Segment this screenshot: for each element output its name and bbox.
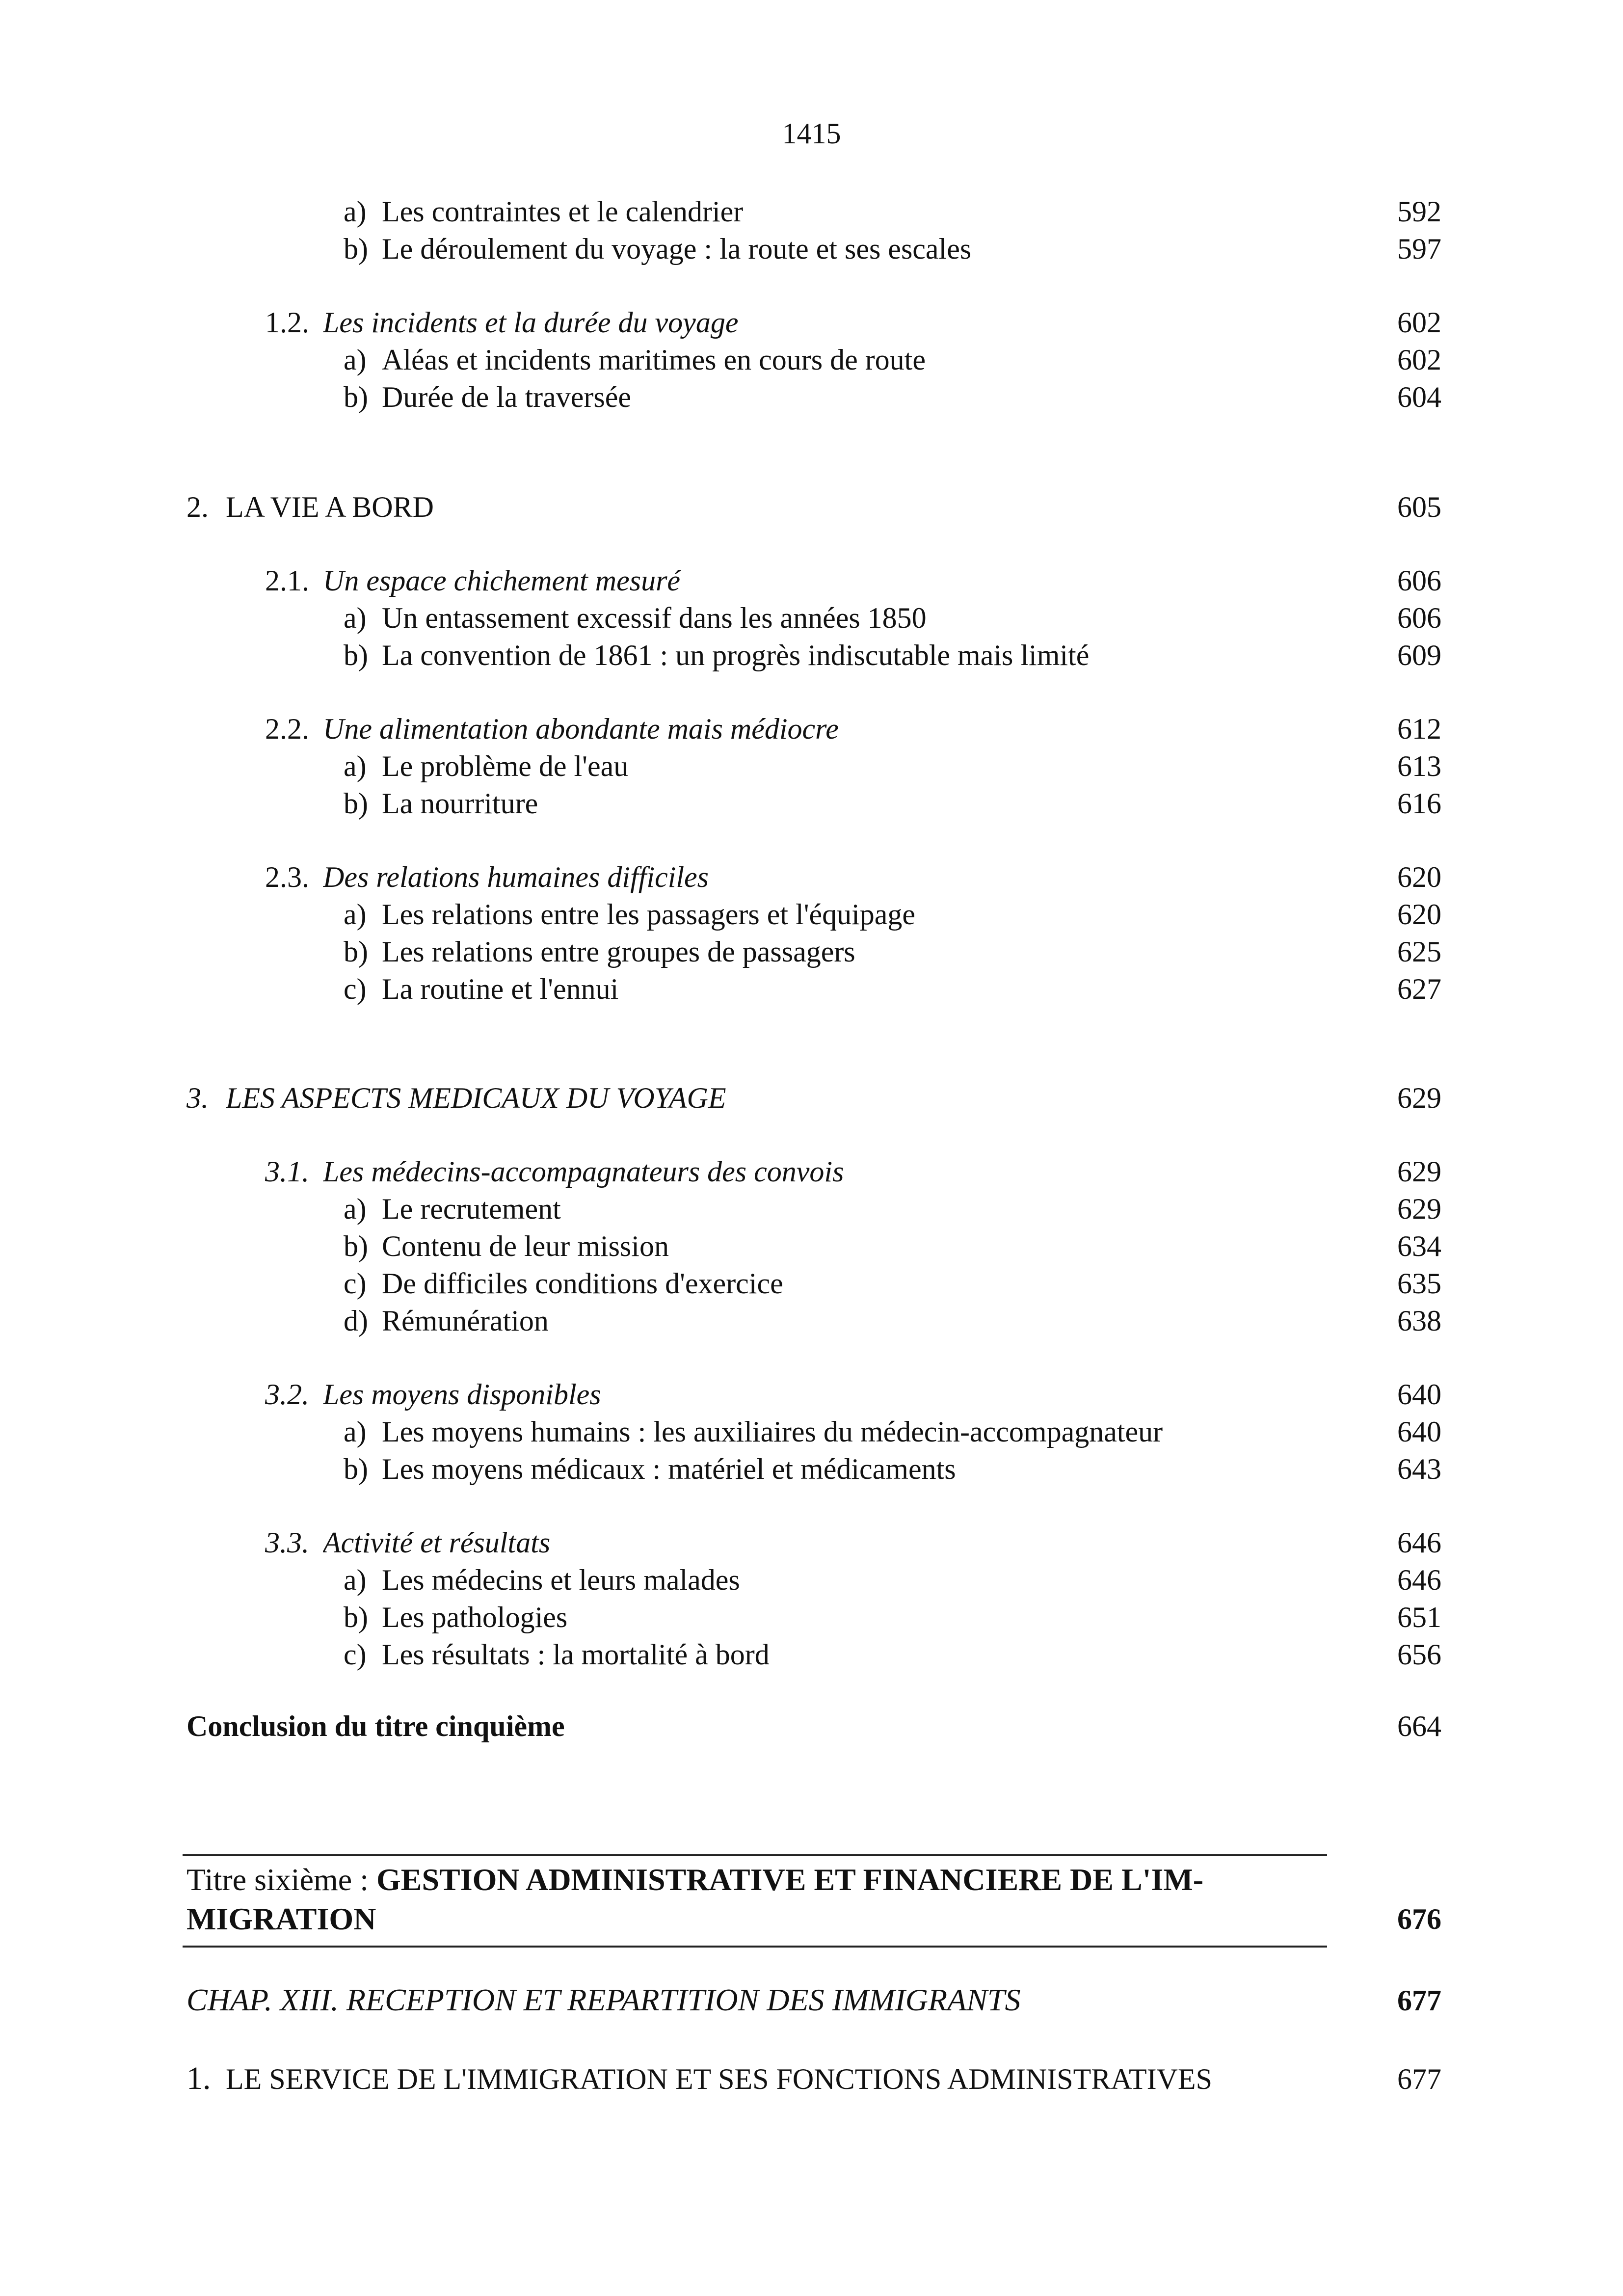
toc-entry-number: d) xyxy=(344,1305,368,1337)
toc-entry-number: a) xyxy=(344,898,367,931)
toc-entry-number: a) xyxy=(344,1564,367,1596)
toc-entry xyxy=(344,1598,1441,1636)
toc-entry xyxy=(344,1302,1441,1340)
toc-entry-number: c) xyxy=(344,1267,367,1300)
toc-entry-page: 602 xyxy=(1397,306,1441,339)
toc-chapter-text: CHAP. XIII. RECEPTION ET REPARTITION DES IMMIGRANTS xyxy=(186,1982,1021,2017)
toc-entry xyxy=(344,747,1441,785)
toc-chapter-page: 677 xyxy=(1397,1984,1441,2017)
toc-entry xyxy=(344,636,1441,674)
toc-entry-text: Les résultats : la mortalité à bord xyxy=(382,1638,770,1671)
toc-entry-text: La convention de 1861 : un progrès indiscutable mais limité xyxy=(382,639,1090,671)
toc-entry-page: 620 xyxy=(1397,861,1441,893)
toc-entry-number: b) xyxy=(344,233,368,265)
toc-entry-text: Des relations humaines difficiles xyxy=(323,861,709,893)
toc-entry-number: b) xyxy=(344,1453,368,1485)
toc-entry-number: 1.2. xyxy=(265,306,309,339)
toc-entry-number: 3.1. xyxy=(265,1155,309,1188)
toc-section-text: LE SERVICE DE L'IMMIGRATION ET SES FONCTIONS ADMINISTRATIVES xyxy=(226,2063,1212,2095)
toc-entry-text: Les moyens médicaux : matériel et médicaments xyxy=(382,1453,956,1485)
toc-entry-page: 629 xyxy=(1397,1082,1441,1114)
toc-entry-number: c) xyxy=(344,1638,367,1671)
toc-entry xyxy=(344,1635,1441,1674)
toc-entry-number: b) xyxy=(344,935,368,968)
toc-entry xyxy=(265,561,1441,600)
toc-entry-text: Aléas et incidents maritimes en cours de route xyxy=(382,344,926,376)
toc-entry-number: a) xyxy=(344,1193,367,1225)
toc-entry-number: a) xyxy=(344,602,367,634)
page-number: 1415 xyxy=(782,117,841,150)
toc-entry xyxy=(186,1079,1441,1117)
toc-entry xyxy=(344,1413,1441,1451)
toc-entry-text: Contenu de leur mission xyxy=(382,1230,669,1262)
toc-entry-page: 606 xyxy=(1397,602,1441,634)
titre-heading xyxy=(186,1860,1325,1939)
toc-entry-text: De difficiles conditions d'exercice xyxy=(382,1267,783,1300)
toc-entry-page: 651 xyxy=(1397,1601,1441,1633)
toc-entry-text: Les pathologies xyxy=(382,1601,568,1633)
toc-entry xyxy=(344,895,1441,934)
toc-entry xyxy=(344,230,1441,268)
toc-entry xyxy=(265,303,1441,342)
toc-entry-text: La routine et l'ennui xyxy=(382,973,619,1005)
toc-entry-text: Activité et résultats xyxy=(323,1526,551,1559)
toc-entry-page: 605 xyxy=(1397,491,1441,523)
toc-entry-text: Un espace chichement mesuré xyxy=(323,564,681,597)
titre-line2: MIGRATION xyxy=(186,1901,376,1936)
toc-section-num: 1. xyxy=(186,2060,211,2096)
toc-entry xyxy=(344,192,1441,231)
toc-conclusion-text: Conclusion du titre cinquième xyxy=(186,1710,565,1742)
toc-entry-number: a) xyxy=(344,1415,367,1448)
toc-entry xyxy=(344,933,1441,971)
toc-entry xyxy=(344,1264,1441,1303)
toc-entry-page: 613 xyxy=(1397,750,1441,782)
toc-entry-number: b) xyxy=(344,1601,368,1633)
toc-entry-page: 629 xyxy=(1397,1155,1441,1188)
toc-entry xyxy=(344,341,1441,379)
toc-entry-number: b) xyxy=(344,1230,368,1262)
toc-entry-text: La nourriture xyxy=(382,787,538,820)
toc-entry-number: 3.2. xyxy=(265,1378,309,1411)
toc-entry-text: Les médecins et leurs malades xyxy=(382,1564,740,1596)
toc-entry-page: 597 xyxy=(1397,233,1441,265)
toc-entry xyxy=(344,1227,1441,1265)
toc-entry-page: 646 xyxy=(1397,1526,1441,1559)
toc-entry xyxy=(344,599,1441,637)
toc-entry-text: Rémunération xyxy=(382,1305,549,1337)
toc-conclusion xyxy=(186,1707,1441,1745)
toc-entry-page: 634 xyxy=(1397,1230,1441,1262)
toc-entry-page: 646 xyxy=(1397,1564,1441,1596)
toc-entry-text: Un entassement excessif dans les années 1850 xyxy=(382,602,927,634)
toc-entry-page: 602 xyxy=(1397,344,1441,376)
toc-entry-text: LES ASPECTS MEDICAUX DU VOYAGE xyxy=(226,1082,726,1114)
toc-entry xyxy=(265,710,1441,748)
toc-entry xyxy=(344,784,1441,823)
toc-entry-number: a) xyxy=(344,344,367,376)
top-rule xyxy=(183,1854,1327,1856)
toc-entry-number: 2.3. xyxy=(265,861,309,893)
toc-entry-page: 620 xyxy=(1397,898,1441,931)
toc-entry-page: 629 xyxy=(1397,1193,1441,1225)
toc-section-page: 677 xyxy=(1397,2063,1441,2095)
toc-entry-page: 609 xyxy=(1397,639,1441,671)
toc-entry-page: 604 xyxy=(1397,381,1441,413)
toc-entry-number: 2.1. xyxy=(265,564,309,597)
toc-entry-text: Le déroulement du voyage : la route et ses escales xyxy=(382,233,972,265)
toc-entry-page: 592 xyxy=(1397,195,1441,228)
titre-line1: GESTION ADMINISTRATIVE ET FINANCIERE DE L'IM- xyxy=(376,1862,1204,1897)
toc-entry-page: 638 xyxy=(1397,1305,1441,1337)
toc-entry-page: 625 xyxy=(1397,935,1441,968)
toc-entry xyxy=(344,1190,1441,1228)
toc-chapter xyxy=(186,1981,1441,2020)
toc-entry xyxy=(186,488,1441,526)
toc-entry xyxy=(344,1561,1441,1599)
toc-entry-page: 640 xyxy=(1397,1415,1441,1448)
toc-entry-number: a) xyxy=(344,195,367,228)
toc-entry-text: Les incidents et la durée du voyage xyxy=(323,306,739,339)
toc-entry-number: 3.3. xyxy=(265,1526,309,1559)
toc-entry-number: 3. xyxy=(186,1082,209,1114)
toc-entry-text: Les contraintes et le calendrier xyxy=(382,195,744,228)
toc-entry xyxy=(265,858,1441,896)
toc-entry-text: Les relations entre les passagers et l'équipage xyxy=(382,898,916,931)
toc-entry-page: 606 xyxy=(1397,564,1441,597)
toc-entry-number: b) xyxy=(344,787,368,820)
toc-entry-page: 635 xyxy=(1397,1267,1441,1300)
toc-entry-page: 656 xyxy=(1397,1638,1441,1671)
toc-entry-page: 627 xyxy=(1397,973,1441,1005)
toc-entry-text: Durée de la traversée xyxy=(382,381,632,413)
toc-entry-text: Les médecins-accompagnateurs des convois xyxy=(323,1155,844,1188)
toc-entry xyxy=(265,1152,1441,1191)
toc-conclusion-page: 664 xyxy=(1397,1710,1441,1742)
toc-entry-number: 2.2. xyxy=(265,713,309,745)
toc-entry-number: b) xyxy=(344,639,368,671)
toc-entry-page: 616 xyxy=(1397,787,1441,820)
toc-entry-text: Le recrutement xyxy=(382,1193,561,1225)
toc-entry-page: 612 xyxy=(1397,713,1441,745)
toc-entry-number: a) xyxy=(344,750,367,782)
toc-section xyxy=(186,2059,1441,2098)
titre-page: 676 xyxy=(1397,1903,1441,1935)
toc-entry xyxy=(344,970,1441,1008)
toc-entry-text: Le problème de l'eau xyxy=(382,750,629,782)
titre-prefix: Titre sixième : xyxy=(186,1862,376,1897)
toc-entry-number: 2. xyxy=(186,491,209,523)
toc-entry xyxy=(344,1450,1441,1488)
toc-entry-number: c) xyxy=(344,973,367,1005)
toc-entry-page: 643 xyxy=(1397,1453,1441,1485)
bottom-rule xyxy=(183,1946,1327,1948)
toc-entry-text: Les relations entre groupes de passagers xyxy=(382,935,855,968)
toc-entry xyxy=(265,1375,1441,1414)
toc-entry-text: Une alimentation abondante mais médiocre xyxy=(323,713,839,745)
toc-entry-number: b) xyxy=(344,381,368,413)
toc-entry-text: Les moyens humains : les auxiliaires du médecin-accompagnateur xyxy=(382,1415,1163,1448)
toc-entry-text: Les moyens disponibles xyxy=(323,1378,601,1411)
toc-entry-text: LA VIE A BORD xyxy=(226,491,434,523)
toc-entry-page: 640 xyxy=(1397,1378,1441,1411)
toc-entry xyxy=(344,378,1441,416)
toc-entry xyxy=(265,1523,1441,1562)
